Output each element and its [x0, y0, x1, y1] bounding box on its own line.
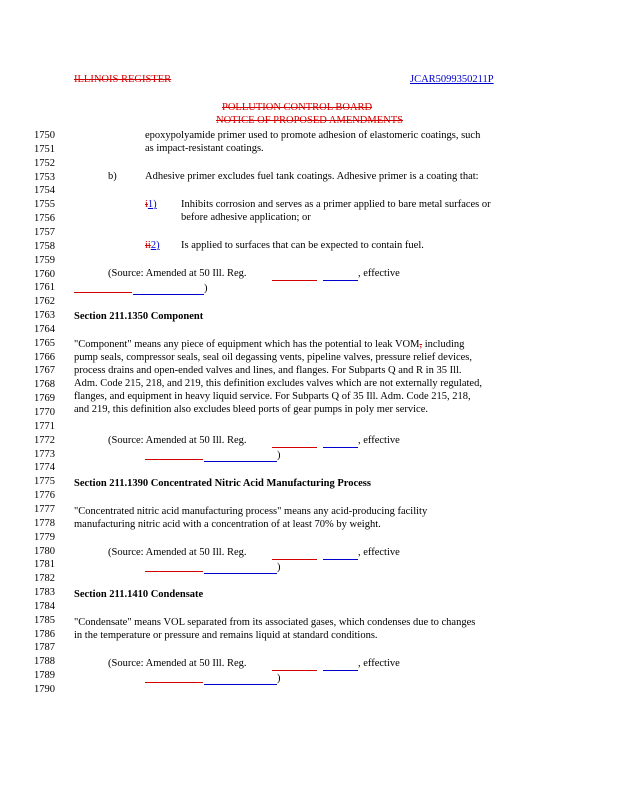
source-effective: , effective: [358, 547, 400, 558]
text-line: [74, 338, 464, 351]
line-number: 1757: [34, 226, 55, 238]
source-close: ): [277, 562, 281, 573]
item-label-2: [145, 239, 160, 252]
blank-deleted: [145, 459, 203, 460]
line-number: 1755: [34, 199, 55, 211]
line-number: 1773: [34, 448, 55, 460]
item-label-b: b): [108, 171, 117, 182]
line-number: 1775: [34, 476, 55, 488]
line-number: 1782: [34, 573, 55, 585]
line-number: 1764: [34, 323, 55, 335]
blank-deleted: [272, 447, 317, 448]
source-effective: , effective: [358, 268, 400, 279]
line-number: 1759: [34, 254, 55, 266]
line-number: 1756: [34, 213, 55, 225]
line-number: 1772: [34, 434, 55, 446]
text-segment: "Component" means any piece of equipment which has the potential to leak VOM: [74, 339, 420, 350]
blank-inserted: [323, 559, 358, 560]
source-close: ): [204, 283, 208, 294]
line-number: 1779: [34, 531, 55, 543]
section-heading: Section 211.1350 Component: [74, 311, 204, 322]
inserted-label: 1): [147, 199, 157, 210]
line-number: 1770: [34, 407, 55, 418]
line-number: 1785: [34, 614, 55, 626]
text-line: and 219, this definition also excludes bleed ports of gear pumps in poly mer service.: [74, 404, 429, 415]
text-line: epoxypolyamide primer used to promote adhesion of elastomeric coatings, such: [145, 130, 481, 141]
blank-deleted: [272, 559, 317, 560]
deleted-text: ,: [419, 339, 423, 350]
text-segment: including: [422, 339, 465, 350]
line-number: 1750: [34, 130, 55, 141]
line-number: 1766: [34, 351, 55, 363]
blank-deleted: [272, 670, 317, 671]
deleted-label: i: [145, 199, 148, 210]
text-line: Adhesive primer excludes fuel tank coatings. Adhesive primer is a coating that:: [145, 171, 479, 182]
blank-inserted: [323, 670, 358, 671]
line-number: 1781: [34, 559, 55, 571]
text-line: in the temperature or pressure and remains liquid at standard conditions.: [74, 630, 378, 641]
source-close: ): [277, 450, 281, 461]
source-note: (Source: Amended at 50 Ill. Reg.: [108, 268, 247, 279]
source-close: ): [277, 673, 281, 684]
text-line: process drains and open-ended valves and lines, and flanges. For Subparts Q and R in 35 Ill.: [74, 365, 462, 376]
blank-inserted: [204, 573, 277, 574]
line-number: 1787: [34, 642, 55, 654]
line-number: 1778: [34, 517, 55, 529]
line-number: 1751: [34, 143, 55, 155]
inserted-label: 2): [150, 240, 160, 251]
register-title: ILLINOIS REGISTER: [74, 74, 172, 85]
blank-deleted: [145, 571, 203, 572]
blank-inserted: [323, 280, 358, 281]
text-line: Is applied to surfaces that can be expected to contain fuel.: [181, 240, 424, 251]
line-number: 1774: [34, 462, 55, 474]
line-number: 1762: [34, 296, 55, 308]
line-number: 1769: [34, 393, 55, 405]
line-number: 1765: [34, 337, 55, 349]
source-effective: , effective: [358, 435, 400, 446]
section-heading: Section 211.1410 Condensate: [74, 589, 204, 600]
line-number: 1768: [34, 379, 55, 391]
text-line: "Condensate" means VOL separated from its associated gases, which condenses due to changes: [74, 617, 476, 628]
source-effective: , effective: [358, 658, 400, 669]
section-heading: Section 211.1390 Concentrated Nitric Acid Manufacturing Process: [74, 478, 371, 489]
line-number: 1789: [34, 670, 55, 682]
line-number: 1753: [34, 171, 55, 183]
text-line: before adhesive application; or: [181, 212, 311, 223]
line-number: 1777: [34, 503, 55, 515]
text-line: manufacturing nitric acid with a concentration of at least 70% by weight.: [74, 519, 381, 530]
text-line: flanges, and equipment in heavy liquid service. For Subparts Q of 35 Ill. Adm. Code 215, 218,: [74, 391, 471, 402]
source-note: (Source: Amended at 50 Ill. Reg.: [108, 547, 247, 558]
line-number: 1784: [34, 600, 55, 612]
line-number: 1758: [34, 240, 55, 252]
text-line: pump seals, compressor seals, seal oil degassing vents, pipeline valves, pressure relief devices,: [74, 352, 473, 363]
deleted-label: ii: [145, 240, 151, 251]
text-line: Inhibits corrosion and serves as a primer applied to bare metal surfaces or: [181, 199, 491, 210]
blank-deleted: [74, 292, 132, 293]
line-number: 1763: [34, 310, 55, 321]
blank-deleted: [272, 280, 317, 281]
text-line: as impact-resistant coatings.: [145, 143, 264, 154]
line-number: 1788: [34, 656, 55, 668]
line-number: 1786: [34, 628, 55, 640]
line-number: 1767: [34, 365, 55, 377]
line-number: 1780: [34, 545, 55, 557]
line-number: 1752: [34, 157, 55, 169]
line-number: 1771: [34, 420, 55, 432]
line-number: 1790: [34, 684, 55, 695]
line-number: 1754: [34, 185, 55, 197]
blank-inserted: [204, 461, 277, 462]
source-note: (Source: Amended at 50 Ill. Reg.: [108, 435, 247, 446]
blank-inserted: [323, 447, 358, 448]
text-line: Adm. Code 215, 218, and 219, this definition excludes valves which are not externally regulated,: [74, 378, 482, 389]
agency-title: POLLUTION CONTROL BOARD: [222, 102, 373, 113]
blank-deleted: [145, 682, 203, 683]
line-number: 1760: [34, 268, 55, 280]
text-line: "Concentrated nitric acid manufacturing process" means any acid-producing facility: [74, 506, 428, 517]
blank-inserted: [204, 684, 277, 685]
item-label-1: [145, 198, 157, 211]
jcar-code: JCAR5099350211P: [410, 74, 494, 85]
notice-title: NOTICE OF PROPOSED AMENDMENTS: [216, 115, 403, 126]
line-number: 1783: [34, 587, 55, 598]
blank-inserted: [133, 294, 204, 295]
source-note: (Source: Amended at 50 Ill. Reg.: [108, 658, 247, 669]
line-number: 1776: [34, 490, 55, 502]
line-number: 1761: [34, 282, 55, 294]
